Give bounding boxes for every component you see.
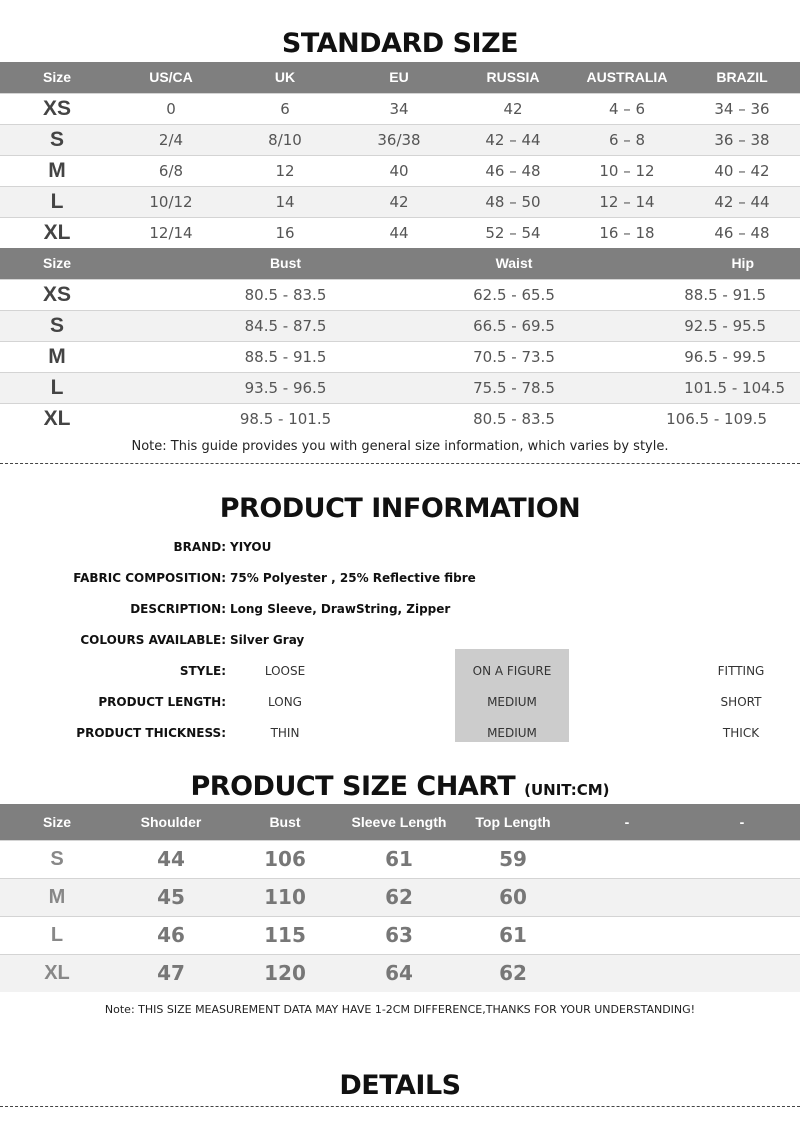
section-divider [0,463,800,464]
table-row [0,124,800,155]
table-row [0,954,800,992]
table-cell: 44 [114,840,228,878]
table-cell [684,840,800,878]
table-cell: 44 [342,217,456,248]
style-option-loose: LOOSE [264,664,306,678]
table-cell: 10/12 [114,186,228,217]
header-cell: Bust [228,804,342,840]
table-cell: 45 [114,878,228,916]
table-cell: 98.5 - 101.5 [114,403,457,434]
product-size-chart-heading: PRODUCT SIZE CHART [190,771,516,802]
table-cell: 61 [342,840,456,878]
table-row [0,840,800,878]
table-header-row [0,248,800,279]
header-cell: - [684,804,800,840]
table-row [0,372,800,403]
size-cell: L [0,186,114,217]
size-cell: L [0,916,114,954]
product-thickness-label: PRODUCT THICKNESS: [76,726,226,740]
fabric-composition-label: FABRIC COMPOSITION: [73,571,226,585]
thickness-option-medium: MEDIUM [487,726,537,740]
table-cell [570,954,684,992]
table-cell: 6/8 [114,155,228,186]
table-row [0,310,800,341]
table-cell: 60 [456,878,570,916]
table-cell: 61 [456,916,570,954]
size-cell: M [0,878,114,916]
table-cell: 70.5 - 73.5 [457,341,571,372]
header-cell: Bust [114,248,457,279]
thickness-option-thick: THICK [722,726,760,740]
table-cell: 120 [228,954,342,992]
description-label: DESCRIPTION: [130,602,226,616]
table-row [0,186,800,217]
size-cell: M [0,155,114,186]
table-cell: 92.5 - 95.5 [571,310,800,341]
table-cell [570,878,684,916]
table-cell: 46 [114,916,228,954]
table-cell: 46 – 48 [456,155,570,186]
size-cell: XL [0,403,114,434]
table-cell: 4 – 6 [570,93,684,124]
header-cell: BRAZIL [684,62,800,93]
table-cell [684,954,800,992]
table-cell [570,916,684,954]
table-cell: 40 [342,155,456,186]
unit-label: (UNIT:CM) [524,781,610,799]
table-cell: 42 [456,93,570,124]
table-cell: 101.5 - 104.5 [571,372,800,403]
size-cell: S [0,840,114,878]
table-cell: 8/10 [228,124,342,155]
product-size-chart-table [0,804,800,992]
table-header-row [0,804,800,840]
header-cell: Size [0,248,114,279]
table-cell: 34 – 36 [684,93,800,124]
table-cell [684,916,800,954]
table-cell: 64 [342,954,456,992]
table-cell: 106 [228,840,342,878]
length-option-short: SHORT [720,695,762,709]
table-row [0,878,800,916]
size-cell: S [0,310,114,341]
table-cell: 42 – 44 [684,186,800,217]
size-cell: XS [0,279,114,310]
header-cell: RUSSIA [456,62,570,93]
header-cell: Size [0,804,114,840]
table-row [0,155,800,186]
length-option-medium: MEDIUM [487,695,537,709]
table-cell: 36/38 [342,124,456,155]
table-cell: 6 – 8 [570,124,684,155]
standard-size-table [0,62,800,248]
table-cell: 16 [228,217,342,248]
table-row [0,403,800,434]
table-cell: 110 [228,878,342,916]
table-cell: 42 [342,186,456,217]
table-cell: 80.5 - 83.5 [114,279,457,310]
table-row [0,916,800,954]
size-chart-note: Note: THIS SIZE MEASUREMENT DATA MAY HAVE 1-2CM DIFFERENCE,THANKS FOR YOUR UNDERSTANDING! [104,1003,696,1016]
table-cell: 62.5 - 65.5 [457,279,571,310]
table-row [0,279,800,310]
table-cell: 88.5 - 91.5 [114,341,457,372]
product-size-chart-title [0,771,800,802]
table-cell: 12 – 14 [570,186,684,217]
colours-available-value: Silver Gray [230,633,305,647]
table-cell: 66.5 - 69.5 [457,310,571,341]
table-cell: 75.5 - 78.5 [457,372,571,403]
table-cell: 88.5 - 91.5 [571,279,800,310]
size-cell: L [0,372,114,403]
table-cell: 0 [114,93,228,124]
table-row [0,217,800,248]
header-cell: Size [0,62,114,93]
table-cell: 12 [228,155,342,186]
table-cell: 59 [456,840,570,878]
table-cell: 48 – 50 [456,186,570,217]
table-cell: 47 [114,954,228,992]
brand-value: YIYOU [230,540,272,554]
header-cell: UK [228,62,342,93]
table-cell: 62 [342,878,456,916]
header-cell: Waist [457,248,571,279]
header-cell: Shoulder [114,804,228,840]
product-information-title: PRODUCT INFORMATION [219,493,581,524]
size-cell: S [0,124,114,155]
size-cell: M [0,341,114,372]
table-cell: 10 – 12 [570,155,684,186]
thickness-option-thin: THIN [270,726,300,740]
table-cell: 6 [228,93,342,124]
table-cell: 12/14 [114,217,228,248]
table-cell [684,878,800,916]
header-cell: Hip [571,248,800,279]
table-cell: 16 – 18 [570,217,684,248]
table-cell [570,840,684,878]
body-measurements-table [0,248,800,434]
style-option-on-a-figure: ON A FIGURE [472,664,552,678]
style-label: STYLE: [179,664,226,678]
table-cell: 62 [456,954,570,992]
header-cell: US/CA [114,62,228,93]
details-title: DETAILS [339,1070,461,1101]
brand-label: BRAND: [173,540,226,554]
header-cell: EU [342,62,456,93]
section-divider [0,1106,800,1107]
table-cell: 40 – 42 [684,155,800,186]
header-cell: - [570,804,684,840]
header-cell: AUSTRALIA [570,62,684,93]
table-cell: 115 [228,916,342,954]
table-row [0,341,800,372]
size-cell: XS [0,93,114,124]
table-cell: 2/4 [114,124,228,155]
size-guide-note: Note: This guide provides you with general size information, which varies by style. [131,439,669,454]
table-cell: 63 [342,916,456,954]
table-cell: 96.5 - 99.5 [571,341,800,372]
table-cell: 46 – 48 [684,217,800,248]
length-option-long: LONG [268,695,302,709]
size-cell: XL [0,217,114,248]
table-cell: 93.5 - 96.5 [114,372,457,403]
fabric-composition-value: 75% Polyester , 25% Reflective fibre [230,571,476,585]
size-cell: XL [0,954,114,992]
colours-available-label: COLOURS AVAILABLE: [80,633,226,647]
header-cell: Sleeve Length [342,804,456,840]
table-cell: 80.5 - 83.5 [457,403,571,434]
table-cell: 52 – 54 [456,217,570,248]
table-cell: 84.5 - 87.5 [114,310,457,341]
table-cell: 42 – 44 [456,124,570,155]
header-cell: Top Length [456,804,570,840]
product-length-label: PRODUCT LENGTH: [98,695,226,709]
table-cell: 14 [228,186,342,217]
standard-size-title: STANDARD SIZE [281,28,519,59]
table-cell: 34 [342,93,456,124]
table-header-row [0,62,800,93]
table-row [0,93,800,124]
table-cell: 106.5 - 109.5 [571,403,800,434]
description-value: Long Sleeve, DrawString, Zipper [230,602,451,616]
style-option-fitting: FITTING [717,664,765,678]
table-cell: 36 – 38 [684,124,800,155]
